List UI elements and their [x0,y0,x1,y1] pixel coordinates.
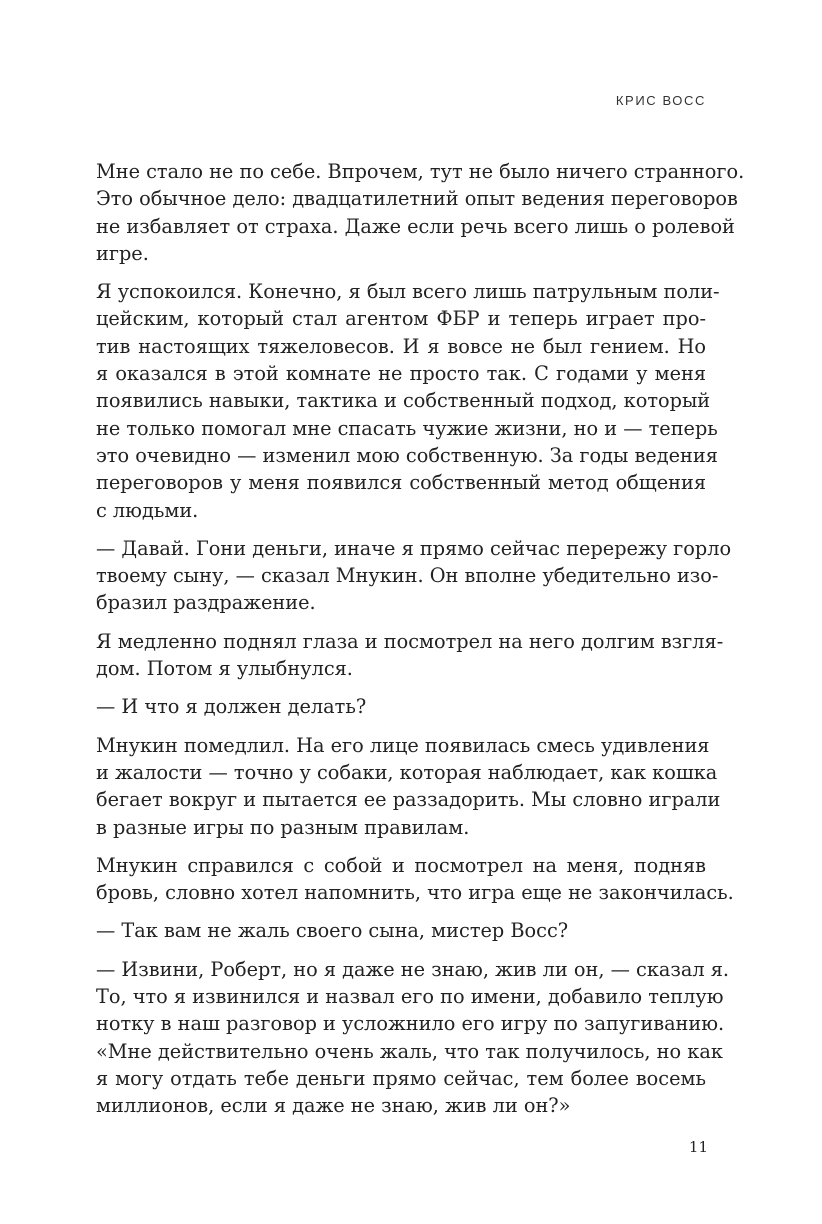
text-line: тив настоящих тяжеловесов. И я вовсе не был гением. Но [96,334,706,358]
text-line: бровь, словно хотел напомнить, что игра еще не закончилась. [96,881,734,905]
paragraph [96,535,732,617]
text-line: дом. Потом я улыбнулся. [96,657,353,681]
text-line: в разные игры по разным правилам. [96,815,470,839]
paragraph [96,732,721,841]
text-line: игре. [96,241,149,265]
text-line: нотку в наш разговор и усложнило его игру по запугиванию. [96,1012,725,1036]
text-line: Мне стало не по себе. Впрочем, тут не было ничего странного. [96,160,745,183]
text-line: бегает вокруг и пытается ее раззадорить. Мы словно играли [96,788,721,812]
text-line: То, что я извинился и назвал его по имени, добавило теплую [96,985,724,1009]
text-line: появились навыки, тактика и собственный подход, который [96,389,711,413]
text-line: Мнукин справился с собой и посмотрел на меня, подняв [96,853,706,877]
text-line: бразил раздражение. [96,591,316,615]
page-number: 11 [688,1138,708,1156]
text-line: переговоров у меня появился собственный метод общения [96,471,706,495]
text-line: — Так вам не жаль своего сына, мистер Восс? [96,919,569,943]
paragraph [96,956,730,1120]
text-line: цейским, который стал агентом ФБР и теперь играет про- [96,307,706,331]
text-line: Это обычное дело: двадцатилетний опыт ведения переговоров [96,187,738,211]
paragraph [96,693,706,720]
text-line: твоему сыну, — сказал Мнукин. Он вполне убедительно изо- [96,564,719,588]
text-line: не избавляет от страха. Даже если речь всего лишь о ролевой [96,214,735,238]
text-line: Мнукин помедлил. На его лице появилась смесь удивления [96,733,710,757]
text-line: не только помогал мне спасать чужие жизни, но и — теперь [96,416,718,440]
text-line: с людьми. [96,498,199,522]
text-line: я могу отдать тебе деньги прямо сейчас, тем более восемь [96,1066,706,1090]
body-text [96,158,745,1131]
text-line: я оказался в этой комнате не просто так. С годами у меня [96,362,706,386]
paragraph [96,278,720,524]
text-line: Я медленно поднял глаза и посмотрел на него долгим взгля- [96,629,724,653]
paragraph [96,628,724,683]
text-line: это очевидно — изменил мою собственную. За годы ведения [96,443,718,467]
paragraph [96,917,706,944]
text-line: — Давай. Гони деньги, иначе я прямо сейчас перережу горло [96,536,732,560]
text-line: — Извини, Роберт, но я даже не знаю, жив ли он, — сказал я. [96,957,730,981]
text-line: — И что я должен делать? [96,695,367,719]
paragraph [96,158,745,267]
text-line: Я успокоился. Конечно, я был всего лишь патрульным поли- [96,280,720,304]
text-line: и жалости — точно у собаки, которая наблюдает, как кошка [96,760,718,784]
text-line: «Мне действительно очень жаль, что так получилось, но как [96,1039,723,1063]
text-line: миллионов, если я даже не знаю, жив ли он?» [96,1094,571,1118]
paragraph [96,852,734,907]
running-head: КРИС ВОСС [615,93,706,108]
